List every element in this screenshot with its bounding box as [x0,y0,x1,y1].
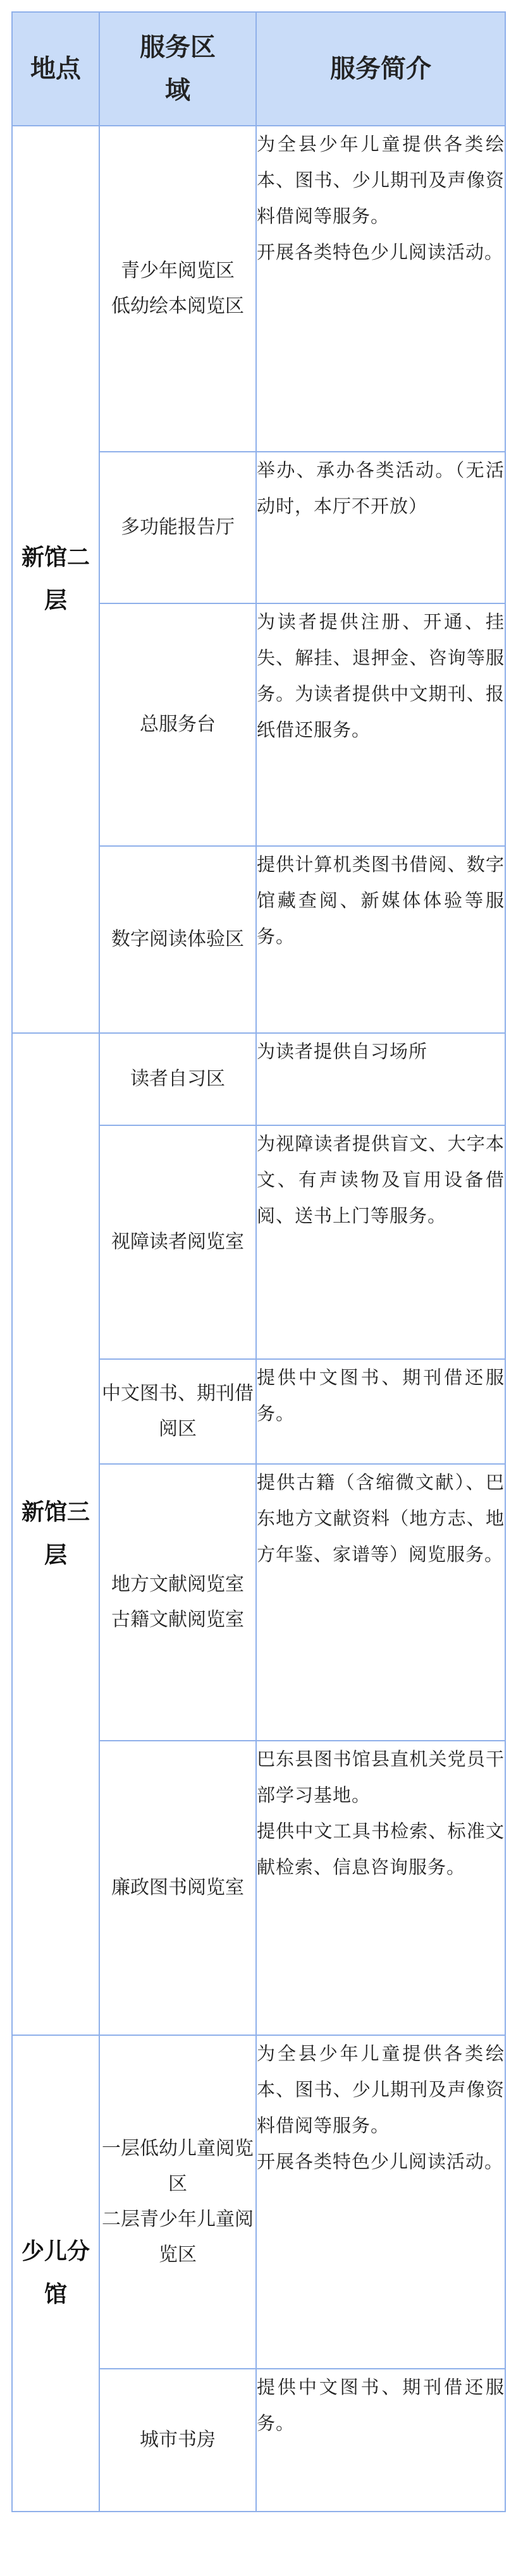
intro-text: 为读者提供注册、开通、挂失、解挂、退押金、咨询等服务。为读者提供中文期刊、报纸借还服务。 [257,611,505,741]
library-services-table [11,11,506,2512]
table-row [12,1033,505,1125]
area-cell [99,2369,256,2512]
intro-cell [256,2035,505,2369]
intro-text: 举办、承办各类活动。（无活动时，本厅不开放） [257,459,505,517]
area-name: 中文图书、期刊借阅区 [102,1382,254,1440]
area-name: 低幼绘本阅览区 [111,295,244,317]
area-name: 城市书房 [140,2429,216,2451]
area-cell [99,603,256,846]
area-name: 二层青少年儿童阅览区 [102,2208,254,2266]
intro-cell [256,846,505,1033]
table-row [12,2035,505,2369]
intro-text: 提供古籍（含缩微文献）、巴东地方文献资料（地方志、地方年鉴、家谱等）阅览服务。 [257,1472,505,1565]
services-table-frame [11,11,505,2564]
area-cell [99,1741,256,2035]
intro-text: 为视障读者提供盲文、大字本文、有声读物及盲用设备借阅、送书上门等服务。 [257,1133,505,1226]
header-location: 地点 [12,12,99,126]
area-cell [99,846,256,1033]
intro-cell [256,1033,505,1125]
location-cell-new-floor3: 新馆三层 [12,1033,99,2035]
table-row [12,126,505,452]
intro-cell [256,126,505,452]
intro-text: 巴东县图书馆县直机关党员干部学习基地。 [257,1748,505,1806]
intro-cell [256,1125,505,1359]
area-name: 一层低幼儿童阅览区 [102,2138,254,2195]
area-cell [99,1464,256,1741]
area-cell [99,1125,256,1359]
area-cell [99,2035,256,2369]
intro-cell [256,1741,505,2035]
area-name: 古籍文献阅览室 [111,1609,244,1631]
area-name: 读者自习区 [130,1068,225,1090]
area-name: 青少年阅览区 [121,260,235,282]
intro-text: 为全县少年儿童提供各类绘本、图书、少儿期刊及声像资料借阅等服务。 [257,133,505,227]
header-intro: 服务简介 [256,12,505,126]
header-area: 服务区域 [99,12,256,126]
location-cell-new-floor2: 新馆二层 [12,126,99,1033]
intro-text: 提供中文图书、期刊借还服务。 [257,2376,505,2434]
intro-cell [256,603,505,846]
intro-text: 提供计算机类图书借阅、数字馆藏查阅、新媒体体验等服务。 [257,854,505,947]
area-name: 视障读者阅览室 [111,1231,244,1253]
intro-text: 提供中文工具书检索、标准文献检索、信息咨询服务。 [257,1820,505,1878]
intro-text: 为读者提供自习场所 [257,1041,428,1062]
area-cell [99,1033,256,1125]
intro-text: 为全县少年儿童提供各类绘本、图书、少儿期刊及声像资料借阅等服务。 [257,2043,505,2136]
area-name: 多功能报告厅 [121,516,235,538]
intro-cell [256,1464,505,1741]
intro-text: 提供中文图书、期刊借还服务。 [257,1367,505,1424]
area-name: 数字阅读体验区 [111,928,244,950]
intro-text: 开展各类特色少儿阅读活动。 [257,241,504,263]
intro-cell [256,452,505,603]
intro-text: 开展各类特色少儿阅读活动。 [257,2151,504,2172]
table-header-row [12,12,505,126]
area-cell [99,1359,256,1464]
intro-cell [256,2369,505,2512]
area-cell [99,126,256,452]
area-cell [99,452,256,603]
location-cell-kids-branch: 少儿分馆 [12,2035,99,2512]
area-name: 廉政图书阅览室 [111,1877,244,1899]
intro-cell [256,1359,505,1464]
area-name: 地方文献阅览室 [111,1573,244,1595]
area-name: 总服务台 [140,713,216,735]
